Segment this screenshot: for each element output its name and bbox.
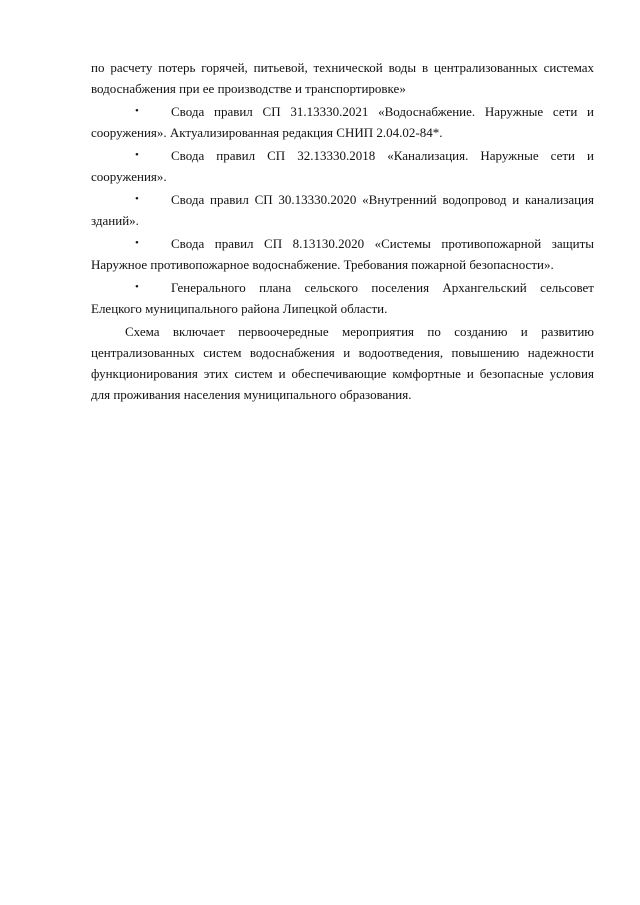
list-item-text: Свода правил СП 8.13130.2020 «Системы противопожарной защиты Наружное противопожарное водоснабжение. Требования пожарной безопасности». (91, 236, 594, 272)
list-item (91, 233, 594, 275)
list-item (91, 277, 594, 319)
list-item (91, 101, 594, 143)
list-item-text: Свода правил СП 32.13330.2018 «Канализация. Наружные сети и сооружения». (91, 148, 594, 184)
document-page (91, 57, 594, 407)
bullet-icon: • (135, 105, 139, 117)
list-item-text: Генерального плана сельского поселения Архангельский сельсовет Елецкого муниципального района Липецкой области. (91, 280, 594, 316)
list-item-text: Свода правил СП 31.13330.2021 «Водоснабжение. Наружные сети и сооружения». Актуализированная редакция СНИП 2.04.02-84*. (91, 104, 594, 140)
list-item (91, 145, 594, 187)
bullet-icon: • (135, 237, 139, 249)
list-item-text: Свода правил СП 30.13330.2020 «Внутренний водопровод и канализация зданий». (91, 192, 594, 228)
intro-continuation-paragraph: по расчету потерь горячей, питьевой, технической воды в централизованных системах водоснабжения при ее производстве и транспортировке» (91, 60, 594, 96)
bullet-icon: • (135, 149, 139, 161)
bullet-icon: • (135, 281, 139, 293)
closing-paragraph: Схема включает первоочередные мероприятия по созданию и развитию централизованных систем водоснабжения и водоотведения, повышению надежности функционирования этих систем и обеспечивающие комфортные и безопасные условия для проживания населения муниципального образования. (91, 324, 594, 402)
list-item (91, 189, 594, 231)
bullet-icon: • (135, 193, 139, 205)
